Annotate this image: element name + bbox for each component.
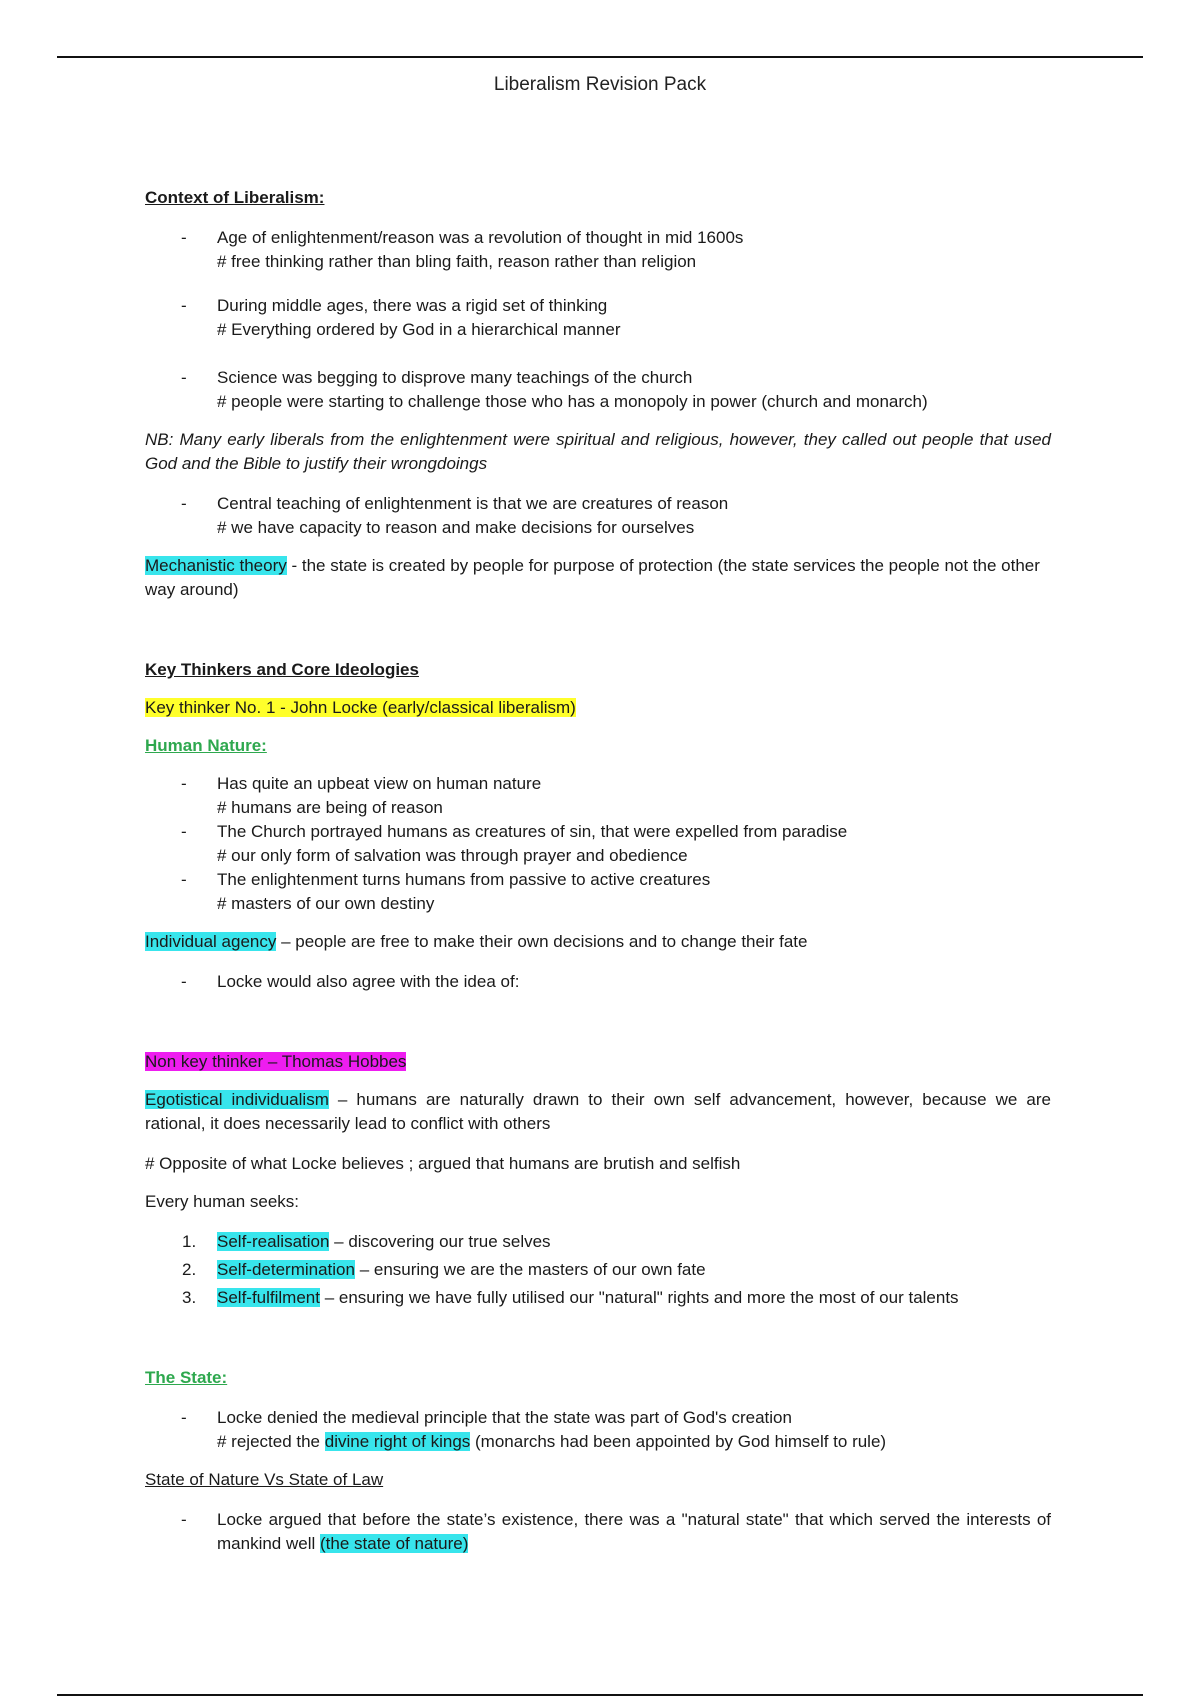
bullet-text: - Age of enlightenment/reason was a revolution of thought in mid 1600s <box>217 228 744 247</box>
definition-text: – ensuring we have fully utilised our "natural" rights and more the most of our talents <box>319 1288 959 1307</box>
bullet-note: # masters of our own destiny <box>217 894 435 913</box>
list-item <box>145 868 1051 916</box>
definition-text: – ensuring we are the masters of our own fate <box>354 1260 706 1279</box>
definition-text: – humans are naturally drawn to their own self advancement, however, because we are rational, it does necessarily lead to conflict with others <box>145 1090 1051 1133</box>
highlighted-label: Non key thinker – Thomas Hobbes <box>145 1052 407 1071</box>
seeks-label: Every human seeks: <box>145 1192 300 1211</box>
page-title: Liberalism Revision Pack <box>493 74 707 95</box>
bullet-note: # our only form of salvation was through prayer and obedience <box>217 846 688 865</box>
definition-text: – people are free to make their own decisions and to change their fate <box>276 932 808 951</box>
footer-rule <box>57 1694 1143 1696</box>
highlighted-term: Individual agency <box>145 932 277 951</box>
mechanistic-theory-paragraph <box>145 554 1051 602</box>
state-heading: The State: <box>145 1368 228 1387</box>
highlighted-label: Key thinker No. 1 - John Locke (early/classical liberalism) <box>145 698 576 717</box>
bullet-note <box>217 1430 1051 1454</box>
item-number: 1. <box>182 1232 197 1251</box>
list-item <box>145 1258 1051 1282</box>
bullet-note: # we have capacity to reason and make decisions for ourselves <box>217 518 695 537</box>
seeks-list <box>145 1230 1051 1310</box>
bullet-text: - During middle ages, there was a rigid set of thinking <box>217 296 608 315</box>
note-suffix: (monarchs had been appointed by God himself to rule) <box>470 1432 887 1451</box>
highlighted-term: Egotistical individualism <box>145 1090 329 1109</box>
bullet-text: - Locke denied the medieval principle that the state was part of God's creation <box>217 1408 792 1427</box>
highlighted-term: Self-determination <box>217 1260 355 1279</box>
state-nature-bullets <box>145 1508 1051 1556</box>
list-item <box>145 772 1051 820</box>
hobbes-label <box>145 1050 1051 1074</box>
bullet-note: # humans are being of reason <box>217 798 443 817</box>
context-heading: Context of Liberalism: <box>145 188 325 207</box>
highlighted-term: Mechanistic theory <box>145 556 287 575</box>
bullet-text: - The Church portrayed humans as creatures of sin, that were expelled from paradise <box>217 822 848 841</box>
highlighted-term: Self-fulfilment <box>217 1288 320 1307</box>
bullet-text: - The enlightenment turns humans from passive to active creatures <box>217 870 711 889</box>
list-item <box>145 366 1051 414</box>
list-item <box>145 1230 1051 1254</box>
list-item: - Locke would also agree with the idea of: <box>145 970 1051 994</box>
list-item <box>145 1286 1051 1310</box>
list-item <box>145 1406 1051 1454</box>
list-item <box>145 492 1051 540</box>
bullet-text: - Science was begging to disprove many teachings of the church <box>217 368 693 387</box>
nb-note: NB: Many early liberals from the enlightenment were spiritual and religious, however, they called out people that used God and the Bible to justify their wrongdoings <box>145 430 1051 473</box>
bullet-note: # free thinking rather than bling faith, reason rather than religion <box>217 252 697 271</box>
bullet-note: # Everything ordered by God in a hierarchical manner <box>217 320 621 339</box>
highlighted-term: (the state of nature) <box>320 1534 469 1553</box>
context-bullets <box>145 226 1051 414</box>
opposite-note: # Opposite of what Locke believes ; argued that humans are brutish and selfish <box>145 1154 741 1173</box>
item-number: 2. <box>182 1260 197 1279</box>
note-prefix: # rejected the <box>217 1432 325 1451</box>
definition-text: - the state is created by people for purpose of protection (the state services the people not the other way around) <box>145 556 1040 599</box>
highlighted-term: Self-realisation <box>217 1232 330 1251</box>
list-item <box>145 294 1051 342</box>
locke-agree-bullets <box>145 970 1051 994</box>
list-item <box>145 226 1051 274</box>
egotistical-paragraph <box>145 1088 1051 1136</box>
thinkers-heading: Key Thinkers and Core Ideologies <box>145 660 419 679</box>
bullet-note: # people were starting to challenge those who has a monopoly in power (church and monarch) <box>217 392 928 411</box>
document-body <box>145 186 1051 1556</box>
list-item <box>145 820 1051 868</box>
human-nature-heading: Human Nature: <box>145 736 267 755</box>
human-nature-bullets <box>145 772 1051 916</box>
individual-agency-paragraph <box>145 930 1051 954</box>
header-rule <box>57 56 1143 58</box>
highlighted-term: divine right of kings <box>324 1432 471 1451</box>
item-number: 3. <box>182 1288 197 1307</box>
locke-label <box>145 696 1051 720</box>
state-bullets <box>145 1406 1051 1454</box>
reason-bullets <box>145 492 1051 540</box>
list-item <box>145 1508 1051 1556</box>
definition-text: – discovering our true selves <box>329 1232 551 1251</box>
bullet-text: Locke argued that before the state’s existence, there was a "natural state" that which served the interests of mankind well <box>217 1510 1051 1553</box>
state-subheading: State of Nature Vs State of Law <box>145 1470 384 1489</box>
bullet-text: - Central teaching of enlightenment is that we are creatures of reason <box>217 494 729 513</box>
bullet-text: - Has quite an upbeat view on human nature <box>217 774 542 793</box>
